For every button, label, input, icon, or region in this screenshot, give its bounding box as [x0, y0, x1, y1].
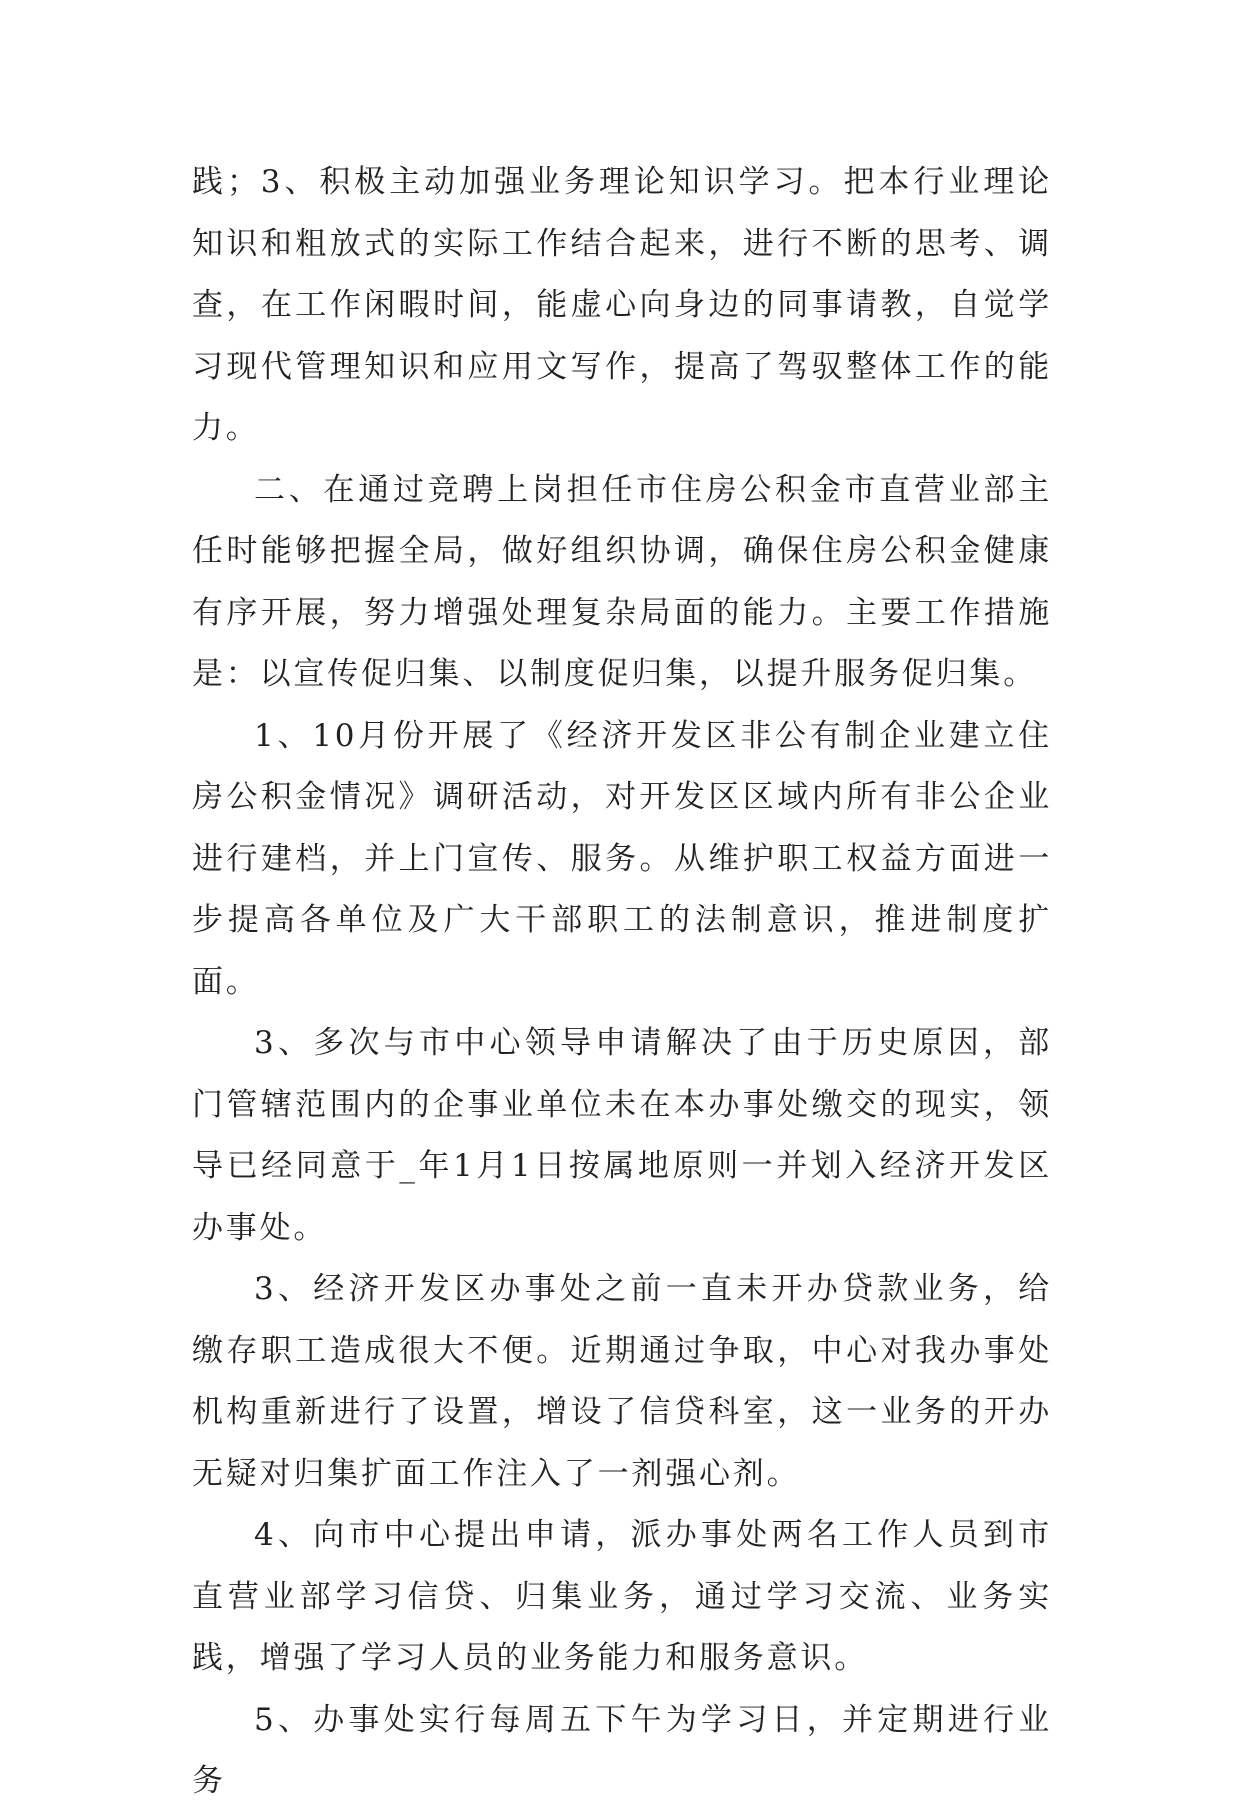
paragraph-3: 1、10月份开展了《经济开发区非公有制企业建立住房公积金情况》调研活动，对开发区区域内所有非公企业进行建档，并上门宣传、服务。从维护职工权益方面进一步提高各单位及广大干部职工的法制意识，推进制度扩面。	[192, 717, 1052, 1000]
paragraph-7: 5、办事处实行每周五下午为学习日，并定期进行业务	[192, 1701, 1052, 1799]
paragraph-6: 4、向市中心提出申请，派办事处两名工作人员到市直营业部学习信贷、归集业务，通过学习交流、业务实践，增强了学习人员的业务能力和服务意识。	[192, 1517, 1052, 1676]
paragraph-1: 践；3、积极主动加强业务理论知识学习。把本行业理论知识和粗放式的实际工作结合起来，进行不断的思考、调查，在工作闲暇时间，能虚心向身边的同事请教，自觉学习现代管理知识和应用文写作，提高了驾驭整体工作的能力。	[192, 164, 1052, 446]
paragraph-5: 3、经济开发区办事处之前一直未开办贷款业务，给缴存职工造成很大不便。近期通过争取，中心对我办事处机构重新进行了设置，增设了信贷科室，这一业务的开办无疑对归集扩面工作注入了一剂强心剂。	[192, 1271, 1052, 1492]
document-body	[192, 152, 1052, 1813]
paragraph-4: 3、多次与市中心领导申请解决了由于历史原因，部门管辖范围内的企事业单位未在本办事处缴交的现实，领导已经同意于_年1月1日按属地原则一并划入经济开发区办事处。	[192, 1025, 1052, 1246]
paragraph-2: 二、在通过竞聘上岗担任市住房公积金市直营业部主任时能够把握全局，做好组织协调，确保住房公积金健康有序开展，努力增强处理复杂局面的能力。主要工作措施是：以宣传促归集、以制度促归集，以提升服务促归集。	[192, 471, 1052, 692]
